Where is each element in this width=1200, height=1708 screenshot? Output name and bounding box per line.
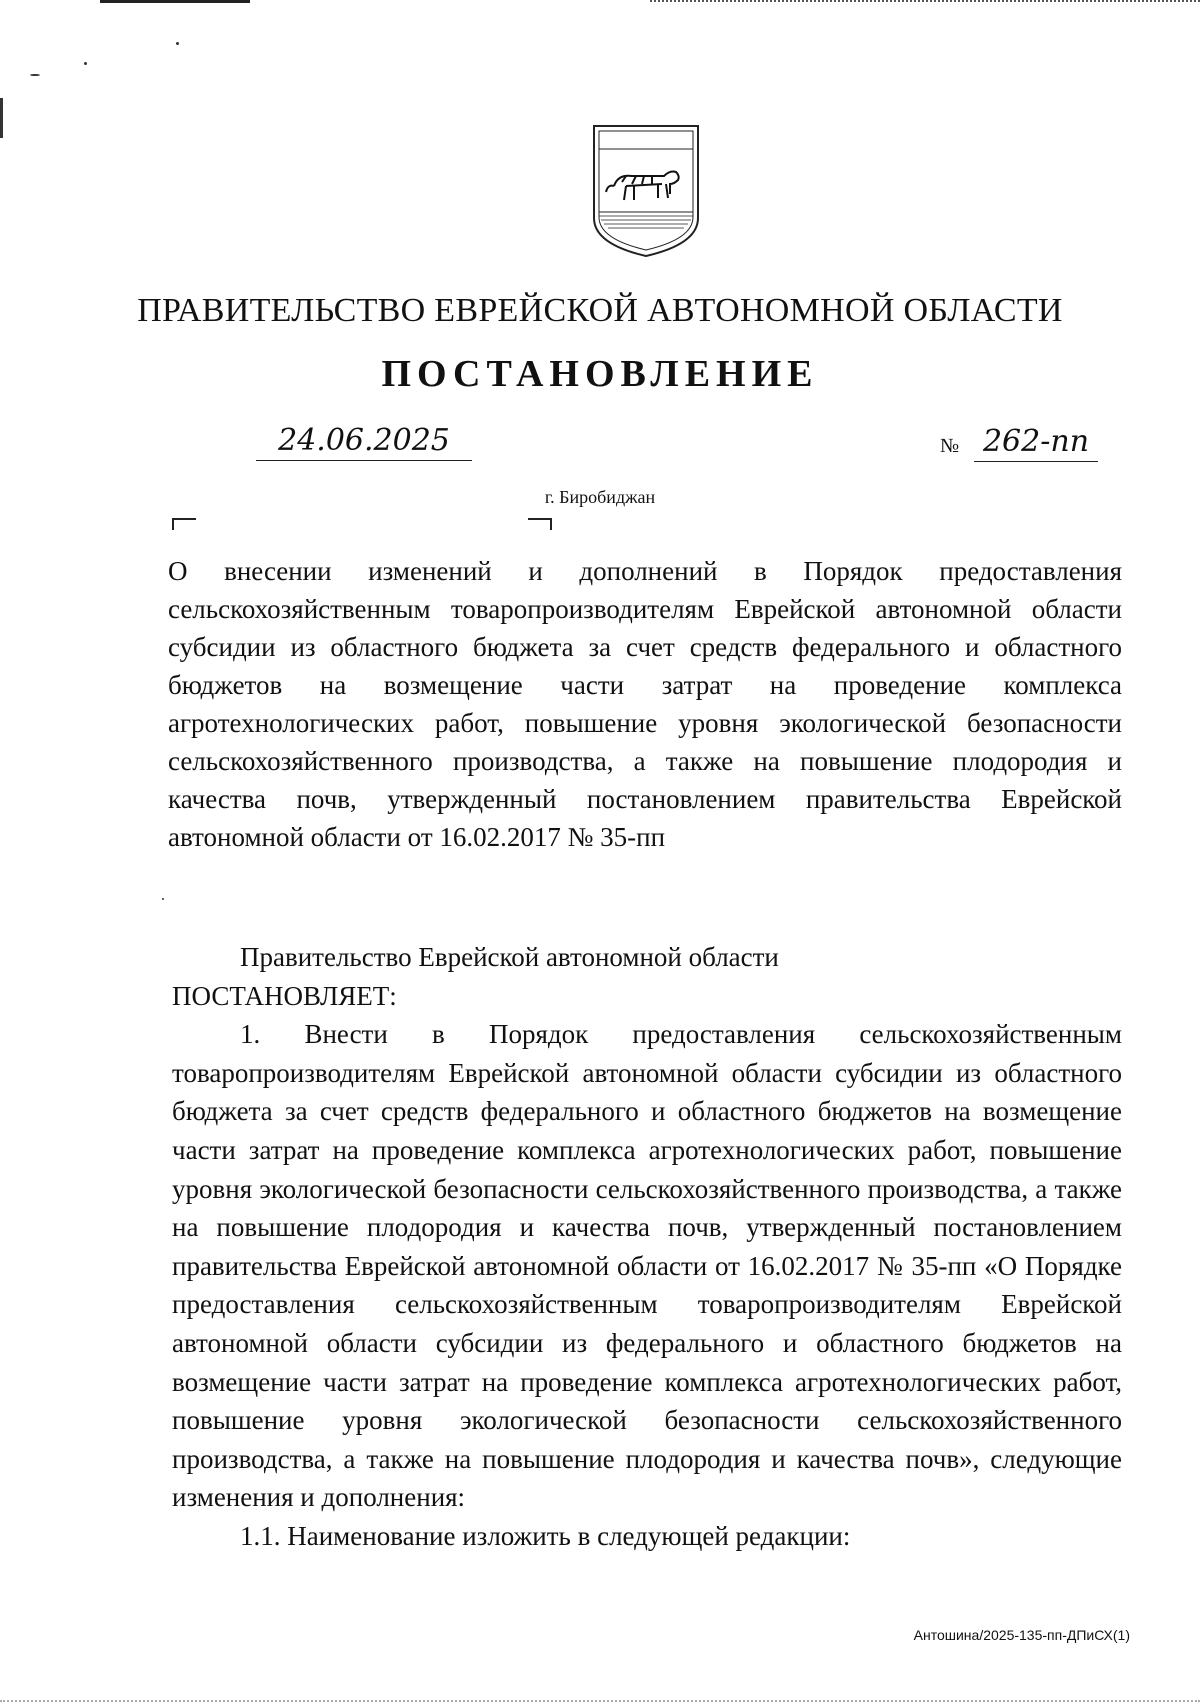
corner-bracket-right [528, 518, 552, 530]
number-underline [974, 411, 1098, 462]
city-label: г. Биробиджан [544, 487, 656, 507]
date-handwritten: 24.06.2025 [278, 423, 450, 458]
resolves-heading: ПОСТАНОВЛЯЕТ: [172, 980, 397, 1011]
number-field [940, 410, 1100, 462]
government-title: ПРАВИТЕЛЬСТВО ЕВРЕЙСКОЙ АВТОНОМНОЙ ОБЛАСТИ [137, 292, 1063, 329]
scan-artifact-bottom [0, 1700, 1200, 1708]
document-body [172, 938, 1122, 1556]
footer-reference: Антошина/2025-135-пп-ДПиСХ(1) [913, 1627, 1130, 1643]
number-handwritten: 262-пп [982, 424, 1090, 459]
coat-of-arms-tiger-icon [586, 122, 706, 262]
preamble: Правительство Еврейской автономной области [240, 942, 779, 972]
paragraph-1-1: 1.1. Наименование изложить в следующей редакции: [240, 1520, 851, 1551]
paragraph-1: 1. Внести в Порядок предоставления сельскохозяйственным товаропроизводителям Еврейской автономной области субсидии из областного бюджета за счет средств федерального и областного бюджетов на возмещение части затрат на проведение комплекса агротехнологических работ, повышение уровня экологической безопасности сельскохозяйственного производства, а также на повышение плодородия и качества почв, утвержденный постановлением правительства Еврейской автономной области от 16.02.2017 № 35-пп «О Порядке предоставления сельскохозяйственным товаропроизводителям Еврейской автономной области субсидии из федерального и областного бюджетов на возмещение части затрат на проведение комплекса агротехнологических работ, повышение уровня экологической безопасности сельскохозяйственного производства, а также на повышение плодородия и качества почв», следующие изменения и дополнения: [172, 1019, 1122, 1513]
date-field [256, 412, 472, 461]
scan-speck [30, 74, 40, 76]
corner-bracket-left [172, 518, 196, 530]
scan-speck [176, 42, 179, 45]
number-sign: № [940, 435, 960, 457]
scan-artifact-top [0, 0, 1200, 8]
document-subject: О внесении изменений и дополнений в Порядок предоставления сельскохозяйственным товаропроизводителям Еврейской автономной области субсидии из областного бюджета за счет средств федерального и областного бюджетов на возмещение части затрат на проведение комплекса агротехнологических работ, повышение уровня экологической безопасности сельскохозяйственного производства, а также на повышение плодородия и качества почв, утвержденный постановлением правительства Еврейской автономной области от 16.02.2017 № 35-пп [168, 556, 1122, 852]
scan-speck [0, 98, 3, 138]
scan-speck [162, 898, 164, 900]
document-type-title: ПОСТАНОВЛЕНИЕ [381, 353, 819, 395]
scan-speck [84, 62, 87, 65]
